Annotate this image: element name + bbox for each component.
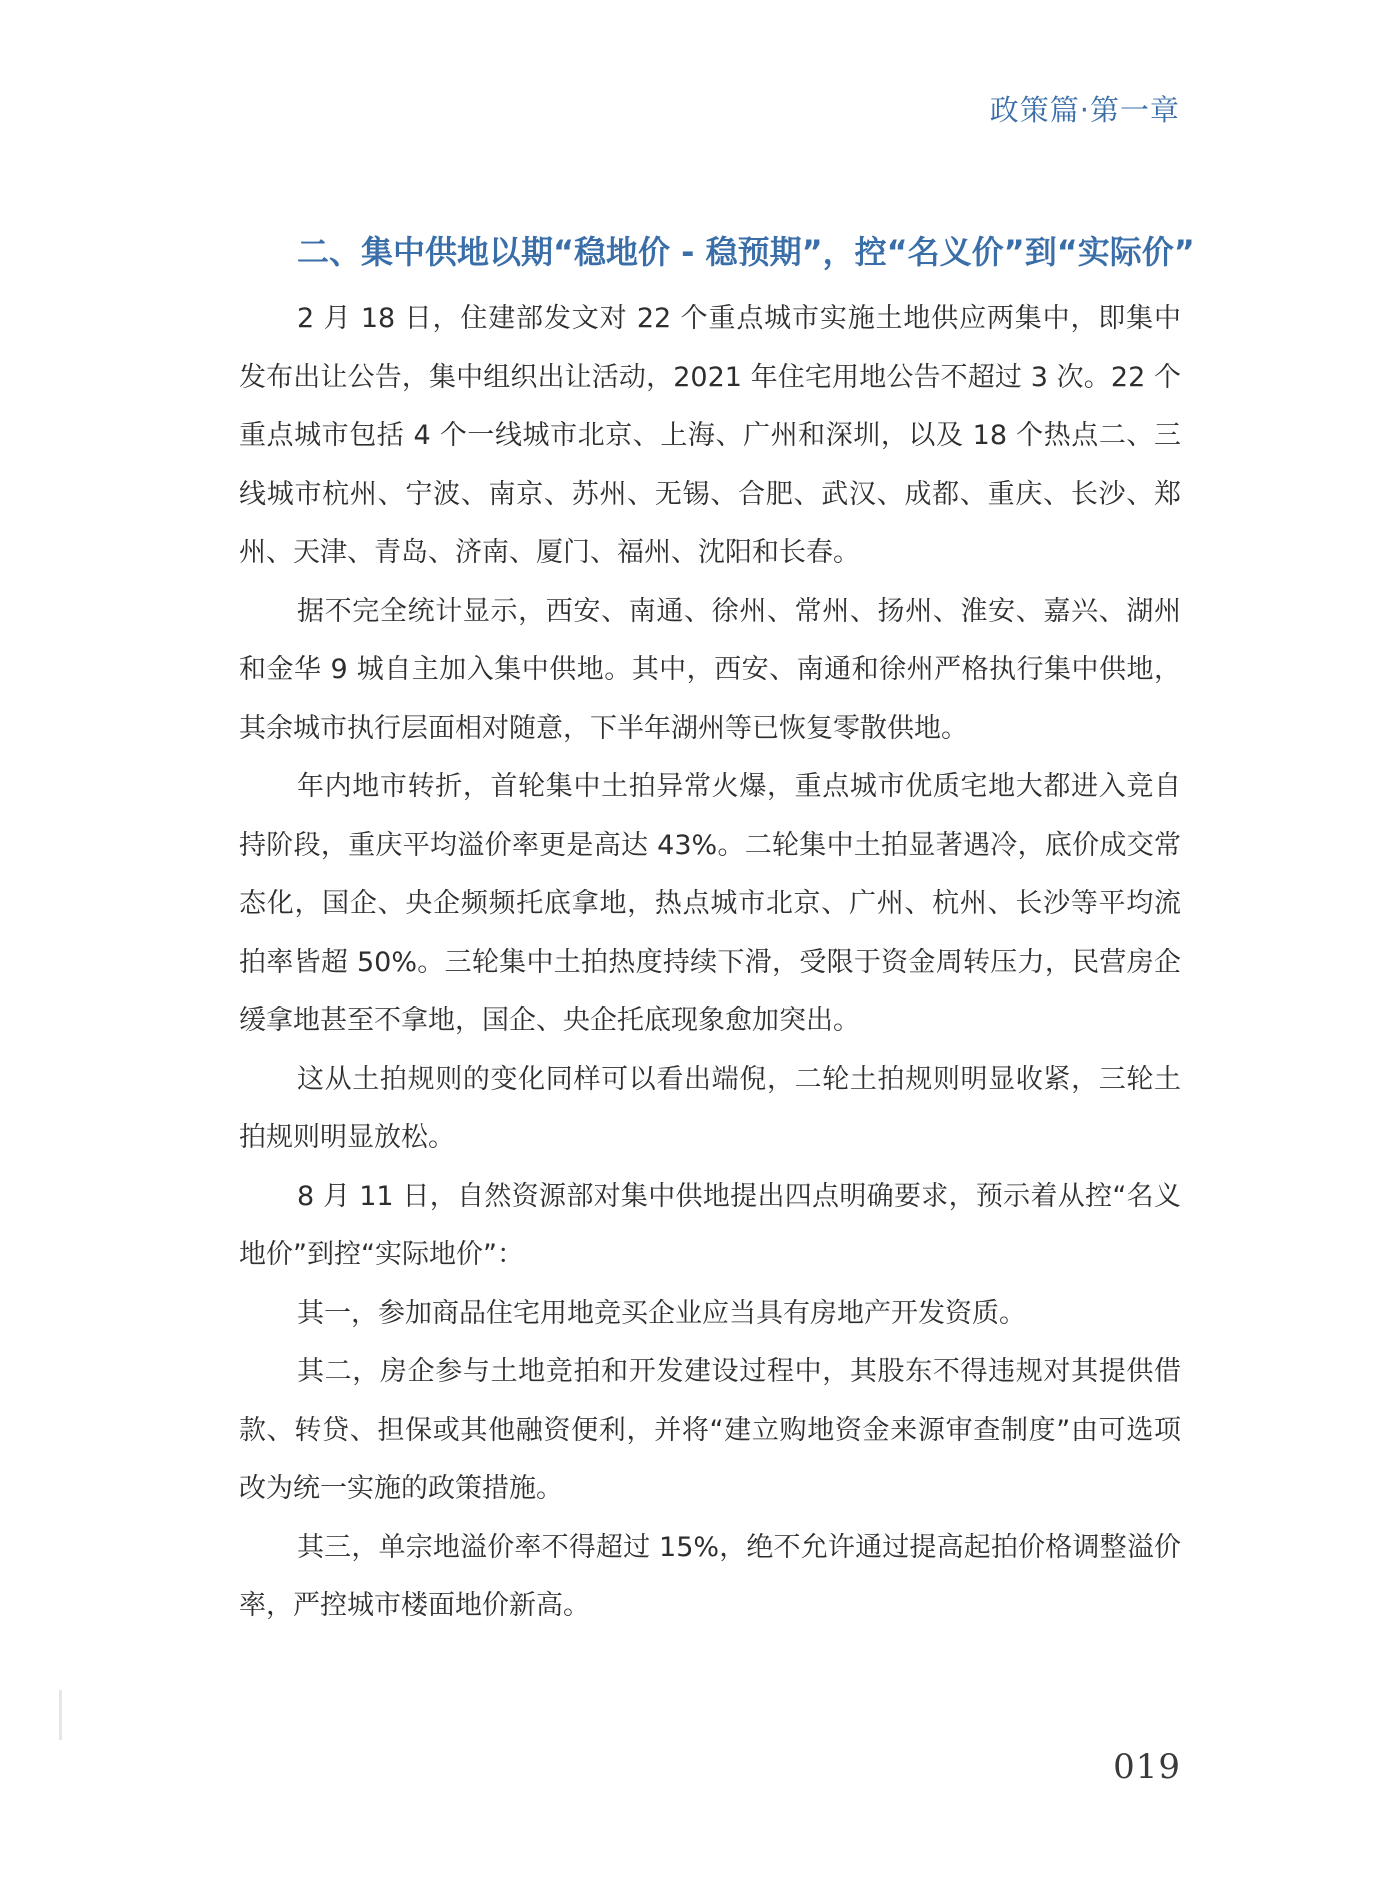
- page-number: 019: [1113, 1747, 1181, 1787]
- page-content: [239, 230, 1195, 1636]
- paragraph-6: 其一，参加商品住宅用地竞买企业应当具有房地产开发资质。: [297, 1297, 1026, 1329]
- running-header: 政策篇·第一章: [989, 93, 1180, 127]
- page-edge-divider: [59, 1690, 62, 1740]
- paragraph-8: 其三，单宗地溢价率不得超过 15%，绝不允许通过提高起拍价格调整溢价率，严控城市楼面地价新高。: [239, 1531, 1181, 1621]
- paragraph-2: 据不完全统计显示，西安、南通、徐州、常州、扬州、淮安、嘉兴、湖州和金华 9 城自主加入集中供地。其中，西安、南通和徐州严格执行集中供地，其余城市执行层面相对随意，下半年湖州等已恢复零散供地。: [239, 595, 1181, 744]
- paragraph-7: 其二，房企参与土地竞拍和开发建设过程中，其股东不得违规对其提供借款、转贷、担保或其他融资便利，并将“建立购地资金来源审查制度”由可选项改为统一实施的政策措施。: [239, 1356, 1181, 1504]
- paragraph-3: 年内地市转折，首轮集中土拍异常火爆，重点城市优质宅地大都进入竞自持阶段，重庆平均溢价率更是高达 43%。二轮集中土拍显著遇冷，底价成交常态化，国企、央企频频托底拿地，热点城市北京、广州、杭州、长沙等平均流拍率皆超 50%。三轮集中土拍热度持续下滑，受限于资金周转压力，民营房企缓拿地甚至不拿地，国企、央企托底现象愈加突出。: [239, 771, 1181, 1036]
- paragraph-4: 这从土拍规则的变化同样可以看出端倪，二轮土拍规则明显收紧，三轮土拍规则明显放松。: [239, 1063, 1181, 1153]
- paragraph-1: 2 月 18 日，住建部发文对 22 个重点城市实施土地供应两集中，即集中发布出让公告，集中组织出让活动，2021 年住宅用地公告不超过 3 次。22 个重点城市包括 4 个一线城市北京、上海、广州和深圳，以及 18 个热点二、三线城市杭州、宁波、南京、苏州、无锡、合肥、武汉、成都、重庆、长沙、郑州、天津、青岛、济南、厦门、福州、沈阳和长春。: [239, 303, 1181, 568]
- section-heading: 二、集中供地以期“稳地价 - 稳预期”，控“名义价”到“实际价”: [297, 233, 1195, 271]
- paragraph-5: 8 月 11 日，自然资源部对集中供地提出四点明确要求，预示着从控“名义地价”到控“实际地价”：: [239, 1180, 1181, 1270]
